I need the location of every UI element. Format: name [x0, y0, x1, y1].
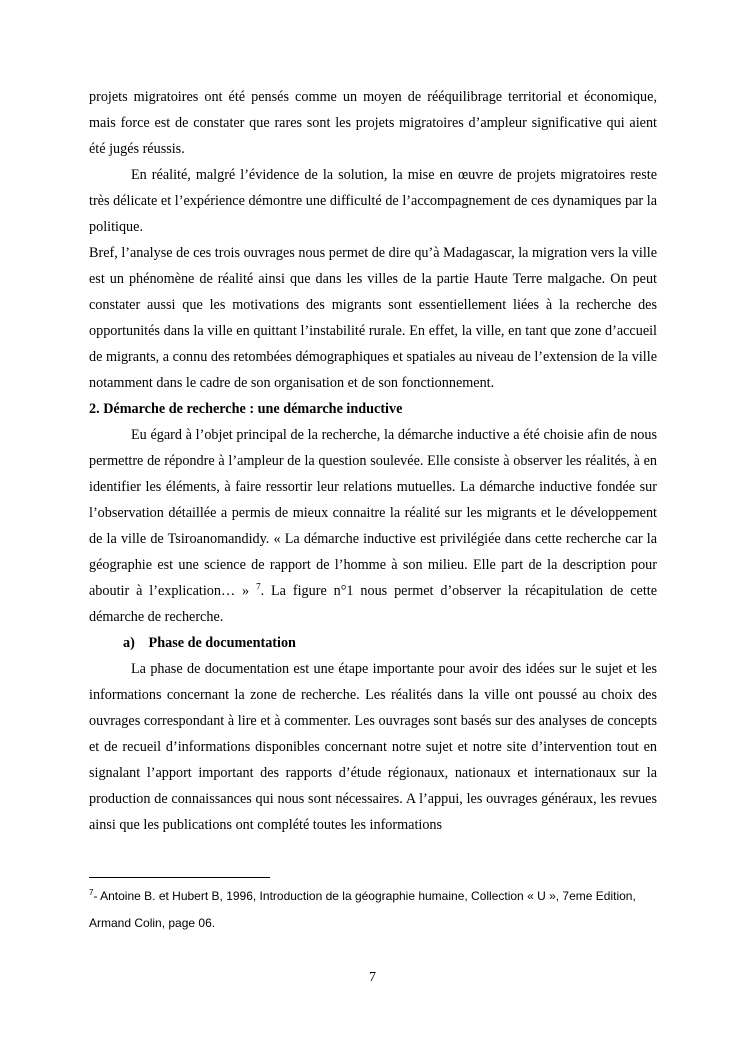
footnote-marker: 7	[89, 888, 94, 897]
footnote-reference: 7	[256, 581, 261, 592]
footnote-text: - Antoine B. et Hubert B, 1996, Introduction de la géographie humaine, Collection « U », 7eme Edition, Armand Colin, page 06.	[89, 889, 636, 930]
paragraph-5: La phase de documentation est une étape importante pour avoir des idées sur le sujet et les informations concernant la zone de recherche. Les réalités dans la ville ont poussé au choix des ouvrages correspondant à lire et à commenter. Les ouvrages sont basés sur des analyses de concepts et de recueil d’informations disponibles concernant notre sujet et notre site d’intervention tout en signalant l’apport important des rapports d’étude régionaux, nationaux et internationaux sur la production de connaissances qui nous sont nécessaires. A l’appui, les ouvrages généraux, les revues ainsi que les publications ont complété toutes les informations	[89, 661, 657, 833]
footnote	[89, 883, 659, 937]
subsection-title: Phase de documentation	[148, 635, 296, 651]
main-text	[89, 84, 657, 838]
paragraph-4-text-b: . La figure n°1 nous permet d’observer la récapitulation de cette démarche de recherche.	[89, 583, 658, 625]
section-heading-2: 2. Démarche de recherche : une démarche inductive	[89, 401, 403, 417]
footnote-separator	[89, 877, 270, 878]
subsection-marker: a)	[123, 635, 135, 651]
paragraph-1: projets migratoires ont été pensés comme un moyen de rééquilibrage territorial et économique, mais force est de constater que rares sont les projets migratoires d’ampleur significative qui aient été jugés réussis.	[89, 89, 657, 157]
subsection-heading-a	[89, 630, 657, 656]
paragraph-3: Bref, l’analyse de ces trois ouvrages nous permet de dire qu’à Madagascar, la migration vers la ville est un phénomène de réalité ainsi que dans les villes de la partie Haute Terre malgache. On peut constater aussi que les motivations des migrants sont essentiellement liées à la recherche des opportunités dans la ville en quittant l’instabilité rurale. En effet, la ville, en tant que zone d’accueil de migrants, a connu des retombées démographiques et spatiales au niveau de l’extension de la ville notamment dans le cadre de son organisation et de son fonctionnement.	[89, 245, 657, 391]
page-number: 7	[369, 970, 376, 985]
paragraph-4	[89, 422, 657, 630]
paragraph-4-text-a: Eu égard à l’objet principal de la recherche, la démarche inductive a été choisie afin de nous permettre de répondre à l’ampleur de la question soulevée. Elle consiste à observer les réalités, à en identifier les éléments, à faire ressortir leur relations mutuelles. La démarche inductive fondée sur l’observation détaillée a permis de mieux connaitre la réalité sur les migrants et le développement de la ville de Tsiroanomandidy. « La démarche inductive est privilégiée dans cette recherche car la géographie est une science de rapport de l’homme à son milieu. Elle part de la description pour aboutir à l’explication… »	[89, 427, 657, 599]
paragraph-2: En réalité, malgré l’évidence de la solution, la mise en œuvre de projets migratoires reste très délicate et l’expérience démontre une difficulté de l’accompagnement de ces dynamiques par la politique.	[89, 167, 657, 235]
